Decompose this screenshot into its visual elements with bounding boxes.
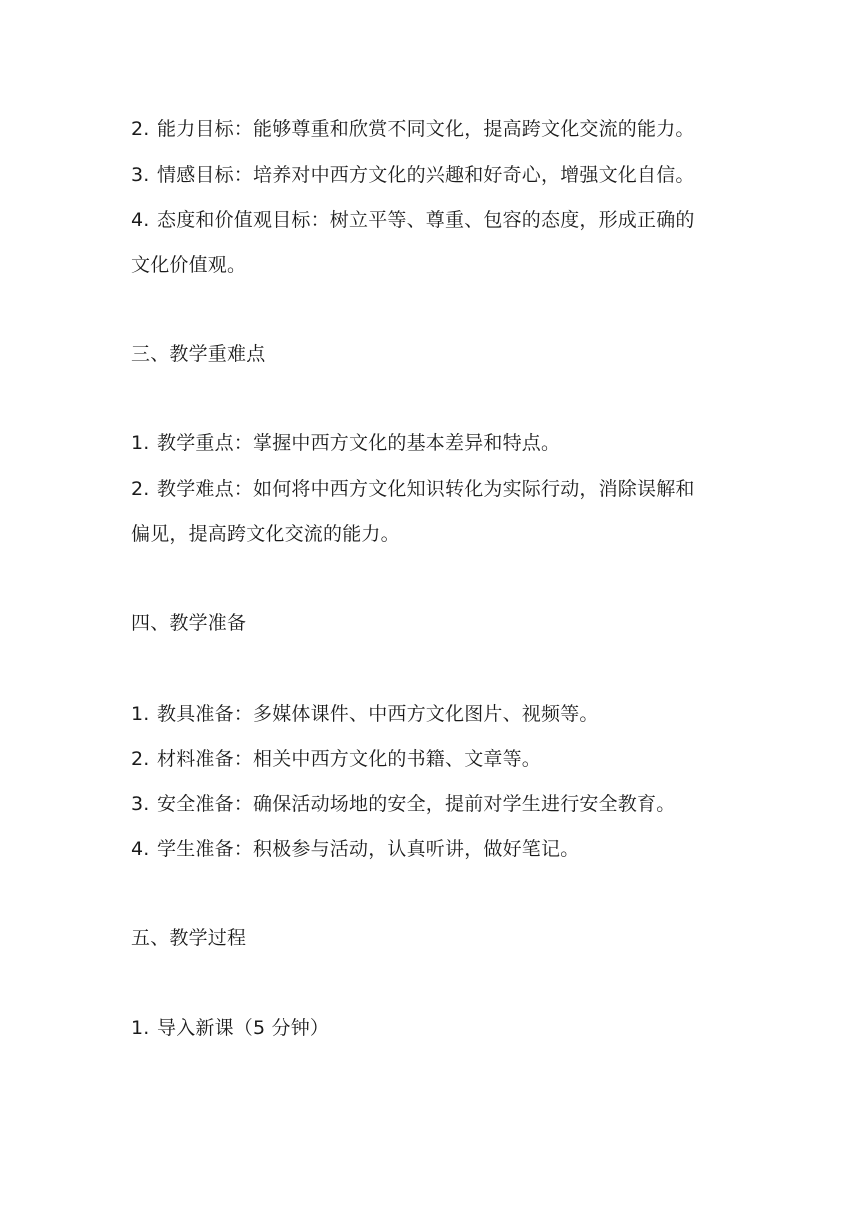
- list-item: [131, 476, 695, 502]
- list-item-continuation: 文化价值观。: [131, 254, 247, 276]
- list-item-text: 态度和价值观目标：树立平等、尊重、包容的态度，形成正确的: [157, 209, 695, 231]
- list-item-text: 情感目标：培养对中西方文化的兴趣和好奇心，增强文化自信。: [157, 164, 695, 186]
- section-heading: 五、教学过程: [131, 927, 247, 949]
- list-item: [131, 207, 695, 233]
- list-item: [131, 116, 695, 142]
- list-item: [131, 1015, 329, 1041]
- list-item-text: 教学重点：掌握中西方文化的基本差异和特点。: [157, 432, 561, 454]
- list-item-number: 4.: [131, 209, 150, 231]
- list-item: [131, 836, 579, 862]
- list-item-number: 1.: [131, 432, 150, 454]
- list-item: [131, 791, 675, 817]
- list-item-number: 3.: [131, 793, 150, 815]
- list-item-text: 教具准备：多媒体课件、中西方文化图片、视频等。: [157, 703, 599, 725]
- list-item-number: 3.: [131, 164, 150, 186]
- list-item-number: 4.: [131, 838, 150, 860]
- list-item-text: 教学难点：如何将中西方文化知识转化为实际行动，消除误解和: [157, 478, 695, 500]
- list-item: [131, 746, 541, 772]
- section-heading: 三、教学重难点: [131, 343, 266, 365]
- list-item-number: 2.: [131, 118, 150, 140]
- list-item-text: 能力目标：能够尊重和欣赏不同文化，提高跨文化交流的能力。: [157, 118, 695, 140]
- list-item-text: 安全准备：确保活动场地的安全，提前对学生进行安全教育。: [157, 793, 676, 815]
- list-item: [131, 430, 560, 456]
- list-item-number: 2.: [131, 748, 150, 770]
- list-item-number: 1.: [131, 703, 150, 725]
- list-item-continuation: 偏见，提高跨文化交流的能力。: [131, 523, 400, 545]
- list-item: [131, 162, 695, 188]
- list-item-number: 2.: [131, 478, 150, 500]
- section-heading: 四、教学准备: [131, 612, 247, 634]
- list-item-text: 导入新课（5 分钟）: [157, 1017, 330, 1039]
- list-item-text: 学生准备：积极参与活动，认真听讲，做好笔记。: [157, 838, 580, 860]
- list-item: [131, 701, 599, 727]
- list-item-text: 材料准备：相关中西方文化的书籍、文章等。: [157, 748, 542, 770]
- list-item-number: 1.: [131, 1017, 150, 1039]
